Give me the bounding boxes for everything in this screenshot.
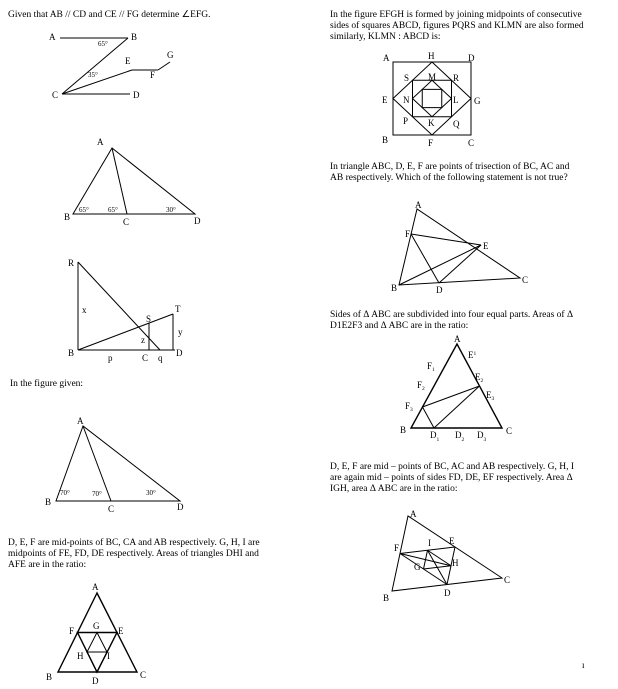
fig8-E3-letter: E — [486, 390, 492, 400]
fig8-E2-sub: 2 — [480, 378, 484, 384]
fig3-label-x: x — [82, 305, 87, 315]
fig6-label-P: P — [403, 116, 409, 126]
fig9-label-C: C — [504, 575, 511, 585]
fig1-label-F: F — [150, 70, 156, 80]
fig8-F3-sub: 3 — [410, 407, 413, 413]
question-4-text: In the figure EFGH is formed by joining midpoints of consecutive sides of squares ABCD, figures PQRS and KLMN are also formed similarly, KLMN : ABCD is: — [330, 10, 584, 42]
fig3-label-y: y — [178, 327, 183, 337]
fig9-label-G: G — [414, 562, 421, 572]
fig9-label-I: I — [428, 538, 431, 548]
fig6-label-R: R — [453, 73, 460, 83]
fig1-label-C: C — [52, 90, 59, 100]
fig9-label-D: D — [444, 588, 451, 598]
fig4-angle-1: 70° — [60, 489, 70, 497]
fig8-D3-letter: D — [477, 430, 484, 440]
fig8-D3-sub: 3 — [483, 437, 487, 443]
fig3-label-R: R — [68, 258, 75, 268]
fig6-label-D: D — [468, 53, 475, 63]
fig4-label-A: A — [77, 416, 84, 426]
fig1-label-A: A — [49, 32, 56, 42]
fig5-label-C: C — [140, 670, 147, 680]
fig8-F1-letter: F — [427, 361, 433, 371]
fig8-F2-sub: 2 — [422, 386, 425, 392]
question-7-text: D, E, F are mid – points of BC, AC and AB respectively. G, H, I are again mid – points of sides FD, DE, EF respectively. Area Δ IGH, area Δ ABC are in the ratio: — [330, 462, 574, 494]
fig8-label-D3 — [477, 430, 487, 443]
fig6-label-N: N — [403, 95, 410, 105]
fig3-label-p: p — [108, 353, 113, 363]
fig3-label-q: q — [158, 353, 163, 363]
fig9-label-H: H — [452, 558, 459, 568]
fig8-label-D2 — [455, 430, 465, 443]
figure-trisection-triangle — [391, 200, 528, 295]
fig7-label-C: C — [522, 275, 529, 285]
fig6-label-G: G — [474, 96, 481, 106]
fig8-D2-sub: 2 — [461, 437, 465, 443]
fig3-label-B: B — [68, 348, 75, 358]
fig3-label-T: T — [175, 304, 181, 314]
fig8-F3-letter: F — [405, 401, 411, 411]
fig5-label-D: D — [92, 676, 99, 686]
fig6-label-M: M — [428, 72, 437, 82]
fig4-label-B: B — [45, 497, 52, 507]
question-6-text: Sides of Δ ABC are subdivided into four equal parts. Areas of Δ D1E2F3 and Δ ABC are in the ratio: — [330, 310, 573, 331]
fig6-label-S: S — [404, 73, 410, 83]
fig8-D1-sub: 1 — [436, 437, 440, 443]
fig5-label-A: A — [92, 582, 99, 592]
fig7-label-E: E — [483, 241, 489, 251]
fig3-label-S: S — [146, 314, 152, 324]
fig5-label-H: H — [77, 651, 84, 661]
fig8-D1-letter: D — [430, 430, 437, 440]
figure-nested-squares — [382, 51, 481, 148]
fig4-label-D: D — [177, 502, 184, 512]
fig8-F2-letter: F — [417, 380, 423, 390]
fig2-label-A: A — [97, 137, 104, 147]
fig4-angle-3: 30° — [146, 489, 156, 497]
figure-similar-right-triangles — [68, 258, 183, 363]
fig3-label-C: C — [142, 353, 149, 363]
fig3-label-z: z — [141, 335, 145, 345]
fig8-label-C: C — [506, 426, 513, 436]
question-1-text: Given that AB // CD and CE // FG determine ∠EFG. — [8, 10, 211, 20]
fig8-label-F3 — [405, 401, 413, 413]
fig2-angle-2: 65° — [108, 206, 118, 214]
fig2-label-C: C — [123, 217, 130, 227]
fig8-label-F1 — [427, 361, 435, 373]
figure-parallel-lines — [49, 32, 174, 100]
fig1-angle-35: 35° — [88, 71, 98, 79]
fig6-label-F: F — [428, 138, 434, 148]
fig6-label-K: K — [428, 118, 435, 128]
fig5-label-F: F — [69, 626, 75, 636]
fig8-label-B: B — [400, 425, 407, 435]
fig2-angle-1: 65° — [79, 206, 89, 214]
figure-triangle-65-65-30 — [64, 137, 201, 227]
fig1-label-B: B — [131, 32, 138, 42]
fig8-E2-letter: E — [475, 372, 481, 382]
fig5-label-E: E — [118, 626, 124, 636]
fig5-label-I: I — [107, 651, 110, 661]
fig9-label-A: A — [410, 509, 417, 519]
question-3-text: D, E, F are mid-points of BC, CA and AB respectively. G, H, I are midpoints of FE, FD, DE respectively. Areas of triangles DHI and AFE are in the ratio: — [8, 538, 260, 570]
fig8-F1-sub: 1 — [432, 367, 435, 373]
figure-triangle-70-70-30 — [45, 416, 184, 514]
fig7-label-A: A — [415, 200, 422, 210]
figure-midpoint-inner-triangle — [383, 509, 510, 603]
fig1-label-D: D — [133, 90, 140, 100]
fig9-label-F: F — [394, 543, 400, 553]
fig6-label-L: L — [453, 95, 459, 105]
fig8-E1-sub: 1 — [473, 351, 477, 357]
page-mark: ı — [582, 660, 585, 670]
fig8-E1-letter: E — [468, 350, 474, 360]
fig8-label-F2 — [417, 380, 425, 392]
fig1-label-E: E — [125, 56, 131, 66]
fig9-label-E: E — [449, 536, 455, 546]
fig8-E3-sub: 3 — [491, 396, 495, 402]
question-5-text: In triangle ABC, D, E, F are points of trisection of BC, AC and AB respectively. Which of the following statement is not true? — [330, 162, 570, 183]
fig6-label-Q: Q — [453, 119, 460, 129]
fig8-label-E1 — [468, 350, 477, 360]
fig6-label-A: A — [383, 53, 390, 63]
figure-quarter-subdivision — [400, 334, 512, 443]
figure-midpoint-triangles — [46, 582, 146, 686]
fig4-angle-2: 70° — [92, 490, 102, 498]
fig5-label-G: G — [93, 621, 100, 631]
fig3-label-D: D — [176, 348, 183, 358]
fig6-label-E: E — [382, 95, 388, 105]
fig9-label-B: B — [383, 593, 390, 603]
fig8-label-A: A — [454, 334, 461, 344]
question-2-text: In the figure given: — [10, 379, 84, 389]
fig8-label-D1 — [430, 430, 440, 443]
fig2-label-B: B — [64, 212, 71, 222]
fig8-label-E2 — [475, 372, 484, 384]
fig6-label-C: C — [468, 138, 475, 148]
fig5-label-B: B — [46, 672, 53, 682]
fig7-label-B: B — [391, 283, 398, 293]
fig4-label-C: C — [108, 504, 115, 514]
fig6-label-B: B — [382, 135, 389, 145]
fig2-label-D: D — [194, 216, 201, 226]
fig1-angle-65: 65° — [98, 40, 108, 48]
fig6-label-H: H — [428, 51, 435, 61]
fig1-label-G: G — [167, 50, 174, 60]
fig2-angle-3: 30° — [166, 206, 176, 214]
fig7-label-D: D — [436, 285, 443, 295]
fig8-D2-letter: D — [455, 430, 462, 440]
fig7-label-F: F — [405, 229, 411, 239]
